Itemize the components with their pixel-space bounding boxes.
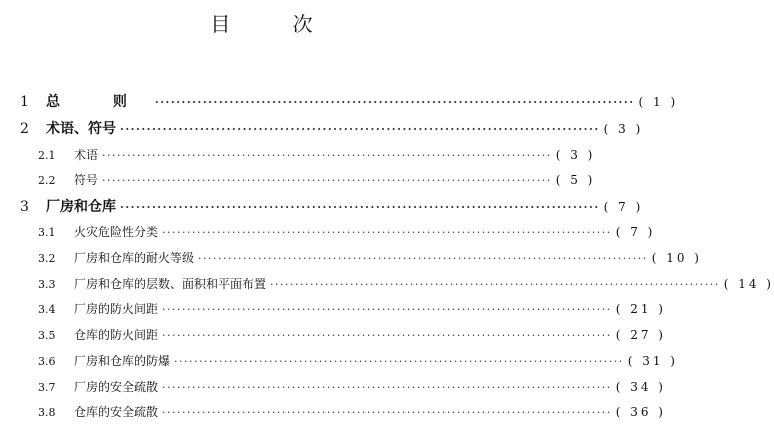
toc-entry-page: ( 31 ) xyxy=(627,354,678,368)
toc-entry-page: ( 10 ) xyxy=(651,251,702,265)
toc-entry-number: 3 xyxy=(20,199,29,215)
dot-leader: ·························································································· xyxy=(162,381,612,394)
toc-entry-number: 3.4 xyxy=(38,303,56,316)
dot-leader: ·························································································· xyxy=(270,278,720,291)
toc-entry-label: 术语 xyxy=(74,148,99,162)
toc-entry-number: 3.6 xyxy=(38,355,56,368)
toc-entry-number: 3.1 xyxy=(38,226,56,239)
toc-entry-3-4[interactable] xyxy=(38,300,666,317)
dot-leader: ·························································································· xyxy=(162,406,612,419)
toc-entry-2[interactable] xyxy=(20,118,644,138)
toc-entry-number: 2.2 xyxy=(38,174,56,187)
toc-entry-number: 3.8 xyxy=(38,406,56,419)
dot-leader: ·························································································· xyxy=(162,226,612,239)
toc-entry-number: 3.7 xyxy=(38,381,56,394)
toc-entry-3-8[interactable] xyxy=(38,403,666,420)
toc-entry-3-5[interactable] xyxy=(38,326,666,343)
toc-entry-label: 术语、符号 xyxy=(46,121,116,137)
toc-entry-number: 3.2 xyxy=(38,252,56,265)
toc-entry-label: 总 则 xyxy=(46,94,151,110)
toc-entry-number: 2.1 xyxy=(38,149,56,162)
dot-leader: ·························································································· xyxy=(154,96,635,109)
toc-entry-number: 1 xyxy=(20,94,29,110)
toc-entry-label: 厂房和仓库的耐火等级 xyxy=(74,251,195,265)
dot-leader: ·························································································· xyxy=(162,303,612,316)
toc-entry-2-1[interactable] xyxy=(38,146,596,163)
toc-entry-page: ( 3 ) xyxy=(555,148,596,162)
toc-entry-3-6[interactable] xyxy=(38,352,678,369)
toc-entry-page: ( 5 ) xyxy=(555,173,596,187)
toc-entry-3-3[interactable] xyxy=(38,275,774,292)
toc-entry-page: ( 34 ) xyxy=(615,380,666,394)
dot-leader: ·························································································· xyxy=(198,252,648,265)
toc-entry-label: 火灾危险性分类 xyxy=(74,225,159,239)
toc-entry-label: 厂房和仓库的层数、面积和平面布置 xyxy=(74,277,267,291)
dot-leader: ·························································································· xyxy=(162,329,612,342)
toc-entry-3-2[interactable] xyxy=(38,249,702,266)
toc-entry-page: ( 7 ) xyxy=(615,225,656,239)
toc-entry-3[interactable] xyxy=(20,196,644,216)
toc-entry-3-7[interactable] xyxy=(38,378,666,395)
toc-entry-3-1[interactable] xyxy=(38,223,656,240)
toc-entry-label: 仓库的防火间距 xyxy=(74,328,159,342)
toc-entry-number: 3.3 xyxy=(38,278,56,291)
toc-entry-page: ( 3 ) xyxy=(603,122,644,136)
dot-leader: ·························································································· xyxy=(102,174,552,187)
page-title: 目 次 xyxy=(210,12,341,36)
dot-leader: ·························································································· xyxy=(120,123,600,136)
toc-entry-1[interactable] xyxy=(20,91,679,111)
toc-entry-label: 仓库的安全疏散 xyxy=(74,405,159,419)
toc-entry-page: ( 21 ) xyxy=(615,302,666,316)
toc-entry-number: 3.5 xyxy=(38,329,56,342)
toc-entry-label: 厂房的安全疏散 xyxy=(74,380,159,394)
toc-entry-label: 厂房和仓库的防爆 xyxy=(74,354,171,368)
toc-entry-page: ( 36 ) xyxy=(615,405,666,419)
dot-leader: ·························································································· xyxy=(102,149,552,162)
toc-entry-page: ( 7 ) xyxy=(603,200,644,214)
toc-entry-page: ( 1 ) xyxy=(638,95,679,109)
toc-entry-label: 符号 xyxy=(74,173,99,187)
toc-entry-page: ( 27 ) xyxy=(615,328,666,342)
toc-entry-2-2[interactable] xyxy=(38,171,596,188)
toc-entry-page: ( 14 ) xyxy=(723,277,774,291)
toc-entry-number: 2 xyxy=(20,121,29,137)
dot-leader: ·························································································· xyxy=(120,201,600,214)
dot-leader: ·························································································· xyxy=(174,355,624,368)
toc-entry-label: 厂房的防火间距 xyxy=(74,302,159,316)
toc-entry-label: 厂房和仓库 xyxy=(46,199,116,215)
